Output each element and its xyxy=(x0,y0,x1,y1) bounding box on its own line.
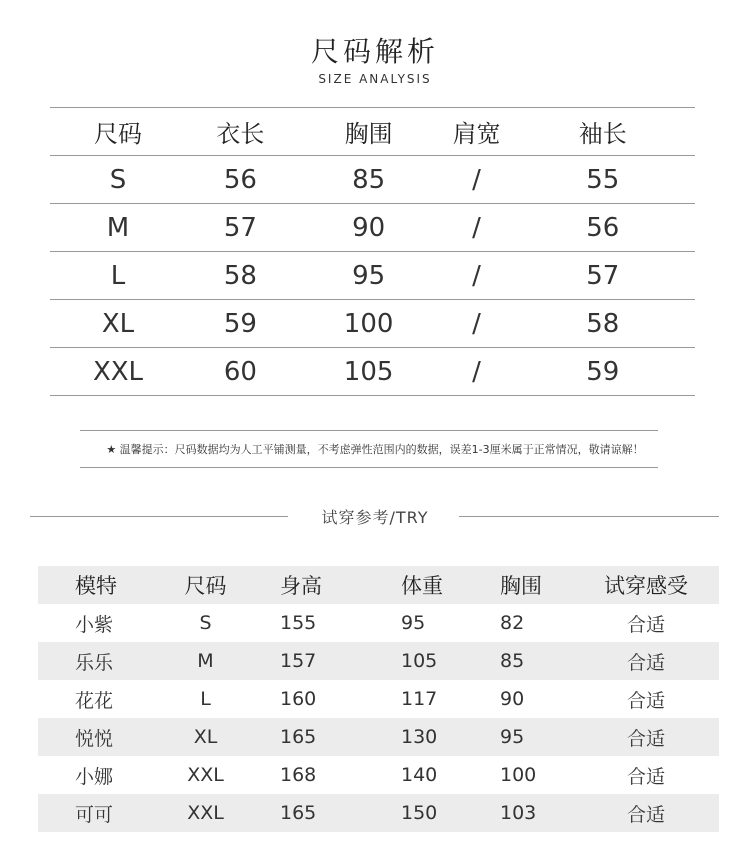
table-cell: 合适 xyxy=(626,689,665,712)
header-cell: 试穿感受 xyxy=(604,574,688,598)
table-cell: 85 xyxy=(500,650,525,672)
table-cell: M xyxy=(106,212,130,243)
table-cell: 85 xyxy=(352,164,386,195)
table-cell: XL xyxy=(193,726,218,748)
header-cell: 尺码 xyxy=(184,574,227,598)
table-cell: 103 xyxy=(500,802,537,824)
table-row xyxy=(50,348,695,396)
size-note: ★ 温馨提示：尺码数据均为人工平铺测量，不考虑弹性范围内的数据，误差1-3厘米属于正常情况，敬请谅解！ xyxy=(106,443,644,456)
table-cell: 57 xyxy=(223,212,257,243)
table-cell: 100 xyxy=(343,308,394,339)
table-cell: XXL xyxy=(187,764,224,786)
table-cell: 130 xyxy=(401,726,438,748)
table-cell: 105 xyxy=(343,356,394,387)
table-cell: 150 xyxy=(401,802,438,824)
table-cell: 100 xyxy=(500,764,537,786)
header-cell: 尺码 xyxy=(94,120,142,148)
table-cell: 155 xyxy=(280,612,317,634)
table-cell: 合适 xyxy=(626,765,665,788)
table-cell: 168 xyxy=(280,764,317,786)
table-cell: 140 xyxy=(401,764,438,786)
table-cell: 165 xyxy=(280,726,317,748)
table-cell: M xyxy=(197,650,214,672)
try-divider-right xyxy=(459,516,719,517)
table-cell: 59 xyxy=(586,356,620,387)
try-section-title: 试穿参考/TRY xyxy=(321,508,429,527)
table-cell: 可可 xyxy=(75,803,114,826)
table-cell: S xyxy=(109,164,127,195)
table-cell: / xyxy=(472,308,481,339)
header-cell: 身高 xyxy=(280,574,322,598)
size-table xyxy=(50,107,695,396)
table-row xyxy=(38,756,719,794)
table-cell: 59 xyxy=(223,308,257,339)
note-divider-top xyxy=(80,430,658,431)
table-row xyxy=(38,794,719,832)
table-cell: 花花 xyxy=(75,689,114,712)
page-subtitle: SIZE ANALYSIS xyxy=(318,72,432,86)
page-title: 尺码解析 xyxy=(310,35,439,68)
table-cell: 90 xyxy=(500,688,525,710)
table-row xyxy=(50,156,695,204)
header-cell: 体重 xyxy=(401,574,443,598)
table-row xyxy=(50,204,695,252)
table-row xyxy=(38,642,719,680)
table-cell: S xyxy=(199,612,212,634)
table-cell: 合适 xyxy=(626,803,665,826)
header-cell: 袖长 xyxy=(578,120,627,148)
table-cell: 57 xyxy=(586,260,620,291)
header-cell: 模特 xyxy=(75,574,117,598)
table-cell: 95 xyxy=(500,726,525,748)
table-cell: 58 xyxy=(223,260,257,291)
try-table xyxy=(38,566,719,832)
table-cell: XL xyxy=(101,308,135,339)
table-cell: 160 xyxy=(280,688,317,710)
table-cell: XXL xyxy=(92,356,144,387)
note-divider-bottom xyxy=(80,467,658,468)
table-cell: 小紫 xyxy=(75,613,114,636)
table-cell: 58 xyxy=(586,308,620,339)
table-cell: 165 xyxy=(280,802,317,824)
table-row xyxy=(38,718,719,756)
header-cell: 肩宽 xyxy=(452,120,501,148)
header-cell: 胸围 xyxy=(344,120,393,148)
table-cell: 56 xyxy=(223,164,257,195)
table-cell: 90 xyxy=(352,212,386,243)
table-row xyxy=(38,680,719,718)
table-cell: / xyxy=(472,260,481,291)
table-cell: 105 xyxy=(401,650,438,672)
table-cell: 乐乐 xyxy=(75,651,114,674)
table-cell: / xyxy=(472,212,481,243)
table-cell: XXL xyxy=(187,802,224,824)
table-cell: 95 xyxy=(352,260,386,291)
table-cell: 合适 xyxy=(626,727,665,750)
table-cell: 合适 xyxy=(626,613,665,636)
table-row xyxy=(38,604,719,642)
table-cell: L xyxy=(110,260,126,291)
header-cell: 衣长 xyxy=(216,120,265,148)
table-row xyxy=(50,300,695,348)
table-row xyxy=(50,252,695,300)
table-cell: 82 xyxy=(500,612,525,634)
table-cell: 小娜 xyxy=(75,765,114,788)
table-cell: 合适 xyxy=(626,651,665,674)
table-cell: / xyxy=(472,356,481,387)
header-cell: 胸围 xyxy=(500,574,542,598)
try-table-header xyxy=(38,566,719,604)
table-cell: 56 xyxy=(586,212,620,243)
table-cell: 157 xyxy=(280,650,317,672)
table-cell: 55 xyxy=(586,164,620,195)
table-cell: 悦悦 xyxy=(75,727,114,750)
table-cell: L xyxy=(200,688,211,710)
table-cell: 117 xyxy=(401,688,438,710)
table-cell: 60 xyxy=(223,356,257,387)
table-cell: / xyxy=(472,164,481,195)
table-cell: 95 xyxy=(401,612,426,634)
size-table-header xyxy=(50,108,695,156)
